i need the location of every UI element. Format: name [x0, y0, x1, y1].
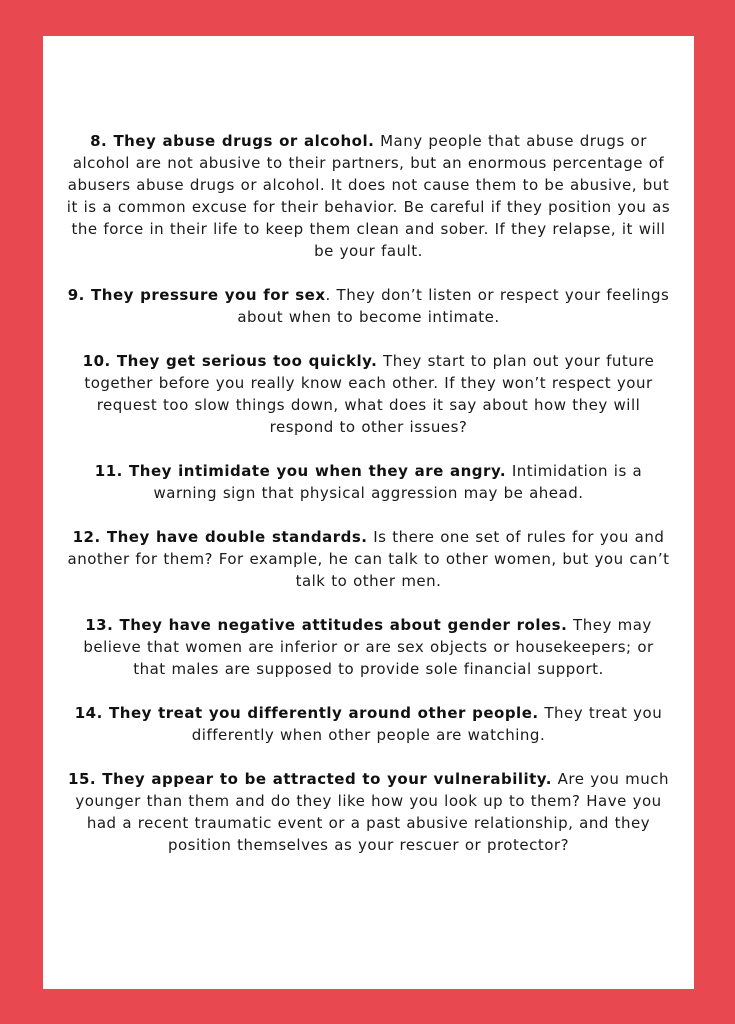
item-body: They start to plan out your future together before you really know each other. If they won’t respect your request too slow things down, what does it say about how they will respond to other issues? — [84, 352, 655, 436]
item-heading: 11. They intimidate you when they are angry. — [94, 462, 507, 480]
item-heading: 12. They have double standards. — [72, 528, 368, 546]
item-heading: 15. They appear to be attracted to your vulnerability. — [68, 770, 552, 788]
item-heading: 13. They have negative attitudes about gender roles. — [85, 616, 568, 634]
list-item — [65, 350, 672, 438]
item-heading: 10. They get serious too quickly. — [82, 352, 378, 370]
item-body: Are you much younger than them and do they like how you look up to them? Have you had a recent traumatic event or a past abusive relationship, and they position themselves as your rescuer or protector? — [75, 770, 669, 854]
item-heading: 8. They abuse drugs or alcohol. — [90, 132, 375, 150]
list-item — [65, 526, 672, 592]
list-item — [65, 614, 672, 680]
item-body: They treat you differently when other people are watching. — [191, 704, 663, 744]
item-body: . They don’t listen or respect your feelings about when to become intimate. — [237, 286, 670, 326]
item-body: Many people that abuse drugs or alcohol are not abusive to their partners, but an enormous percentage of abusers abuse drugs or alcohol. It does not cause them to be abusive, but it is a common excuse for their behavior. Be careful if they position you as the force in their life to keep them clean and sober. If they relapse, it will be your fault. — [66, 132, 671, 260]
item-body: Is there one set of rules for you and another for them? For example, he can talk to other women, but you can’t talk to other men. — [67, 528, 670, 590]
item-heading: 9. They pressure you for sex — [67, 286, 326, 304]
item-body: Intimidation is a warning sign that physical aggression may be ahead. — [153, 462, 643, 502]
list-item — [65, 768, 672, 856]
item-body: They may believe that women are inferior or are sex objects or housekeepers; or that males are supposed to provide sole financial support. — [83, 616, 654, 678]
list-item — [65, 284, 672, 328]
item-heading: 14. They treat you differently around other people. — [74, 704, 539, 722]
list-item — [65, 130, 672, 262]
document-page — [43, 36, 694, 989]
list-item — [65, 460, 672, 504]
list-item — [65, 702, 672, 746]
warning-signs-list — [65, 130, 672, 878]
